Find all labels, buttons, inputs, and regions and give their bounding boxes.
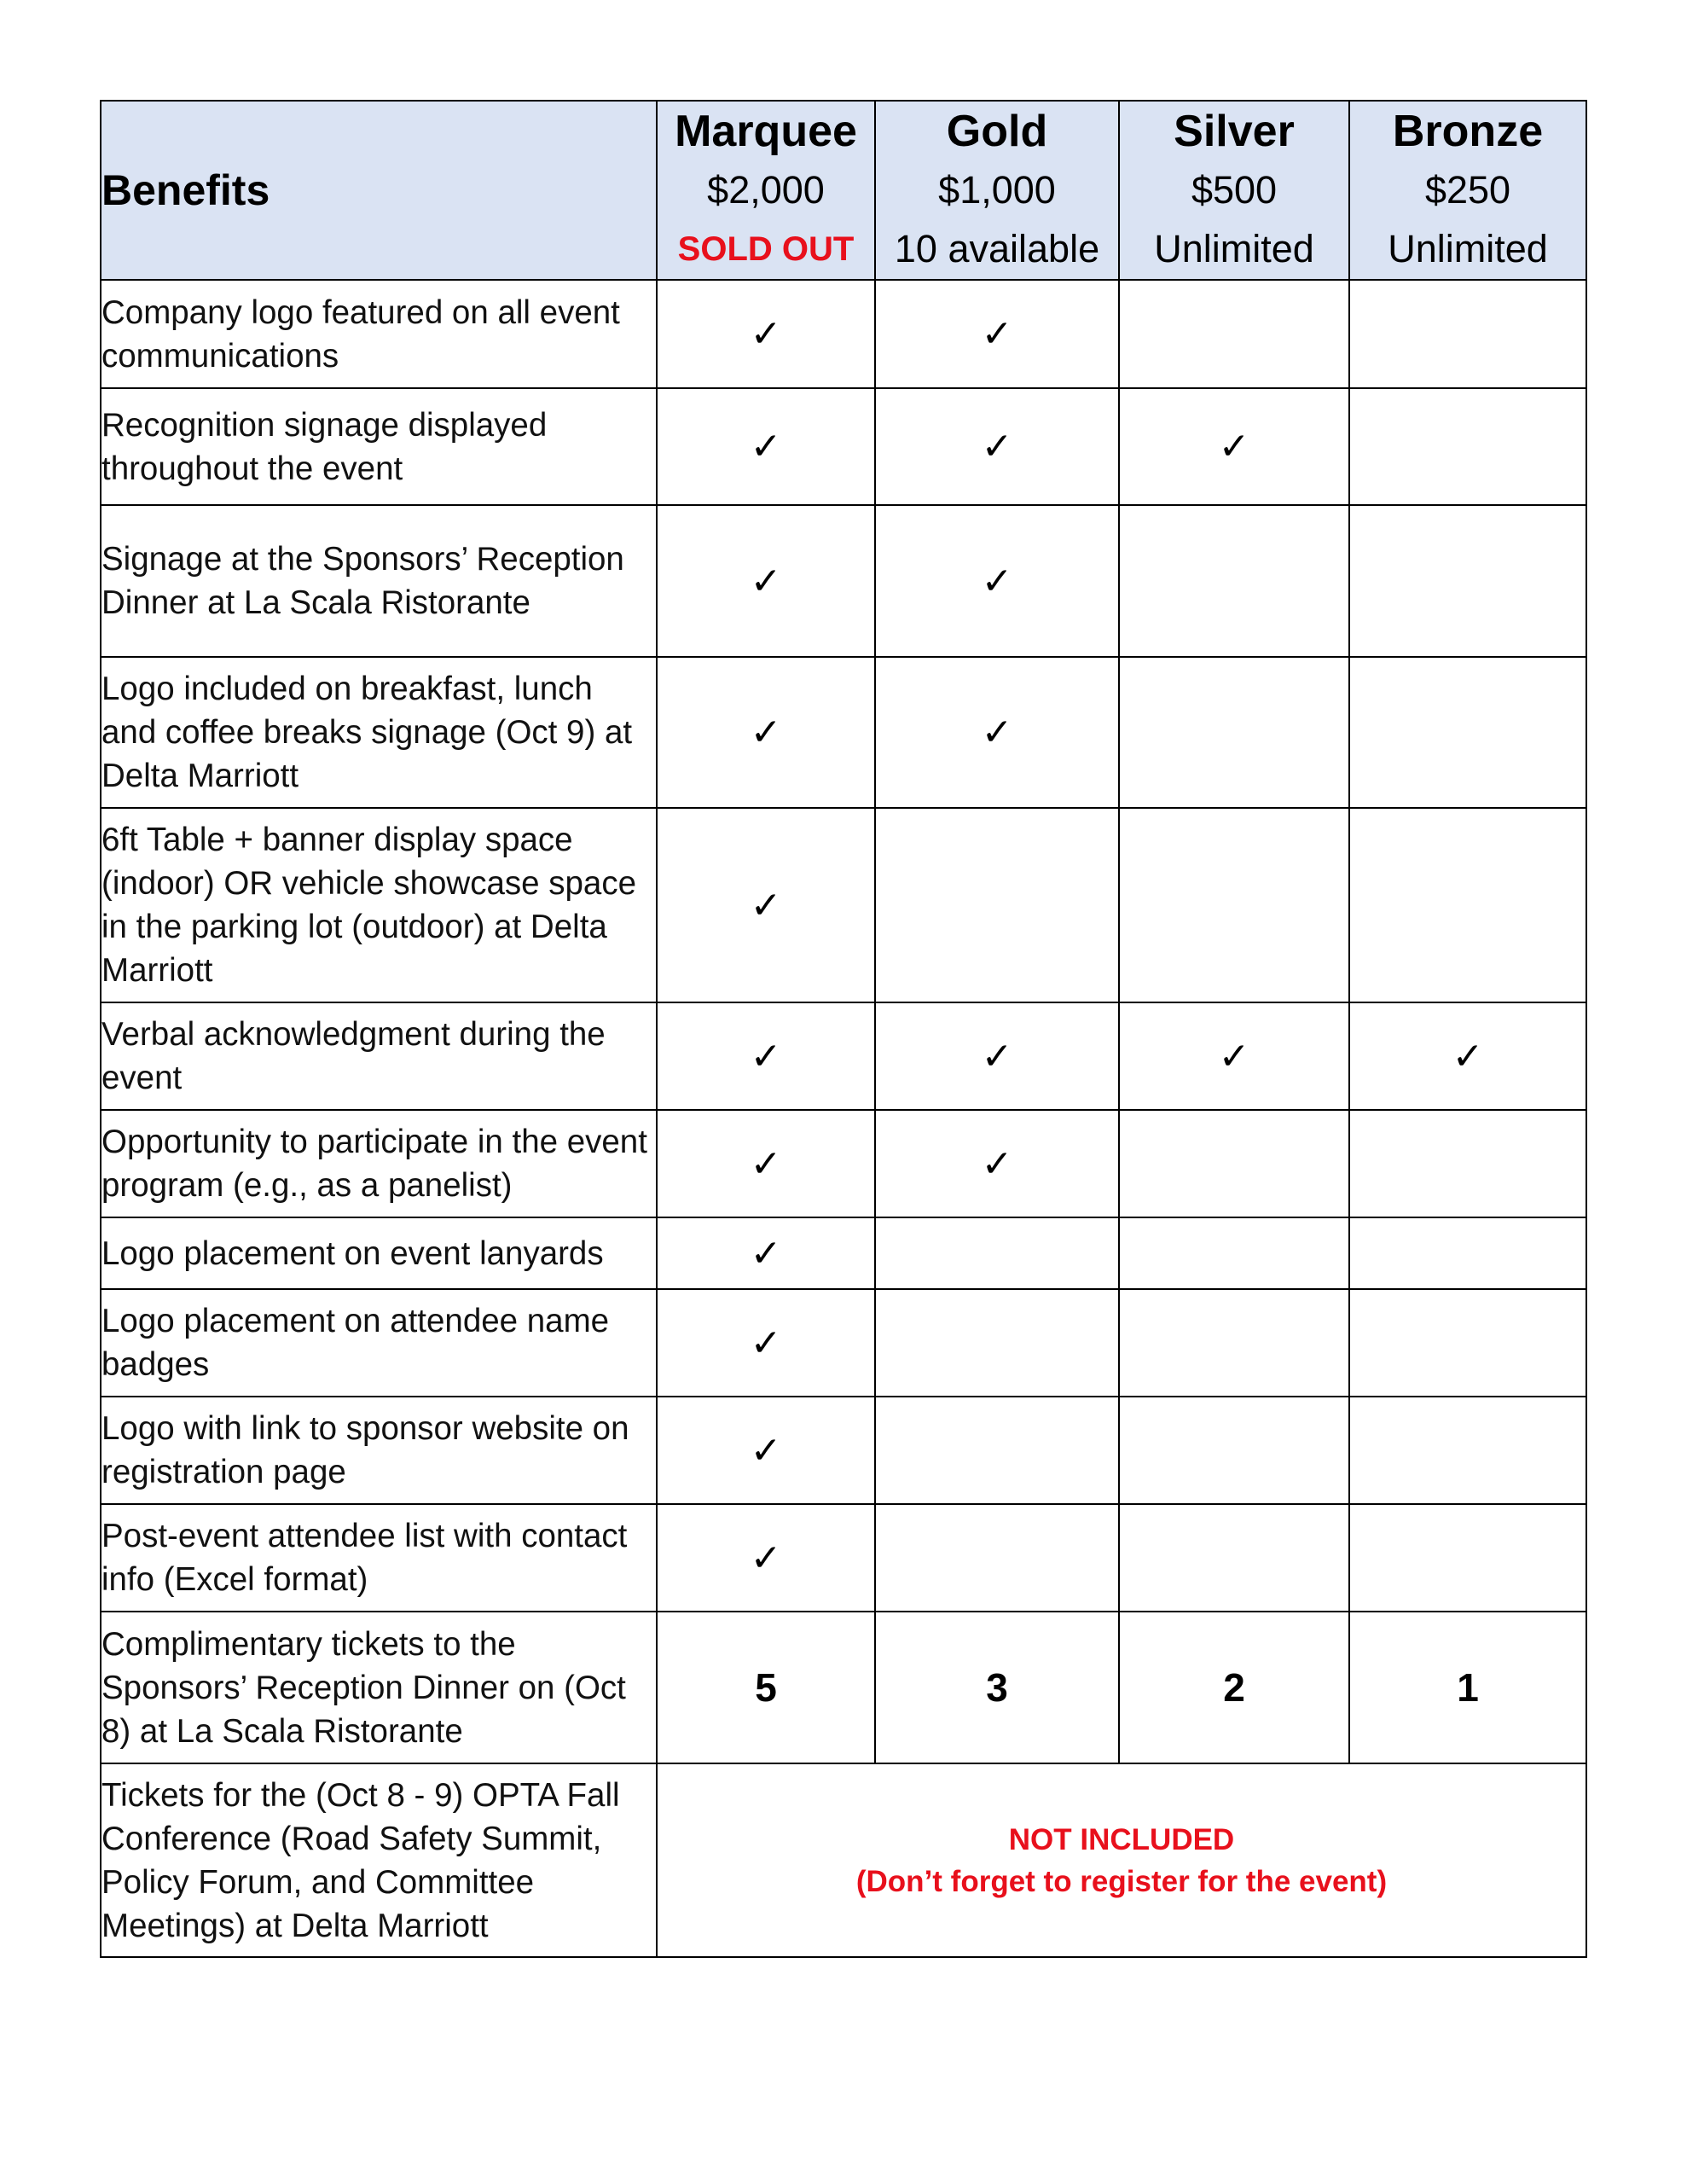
empty-cell <box>875 1397 1119 1504</box>
check-icon: ✓ <box>657 1289 875 1397</box>
check-icon: ✓ <box>875 280 1119 388</box>
empty-cell <box>1349 280 1586 388</box>
tier-name: Bronze <box>1392 107 1544 156</box>
check-icon: ✓ <box>657 280 875 388</box>
benefit-row <box>101 1217 1586 1289</box>
empty-cell <box>1349 388 1586 505</box>
tier-name: Silver <box>1174 107 1295 156</box>
benefit-label: Post-event attendee list with contact info (Excel format) <box>101 1504 657 1612</box>
benefit-label: Logo included on breakfast, lunch and coffee breaks signage (Oct 9) at Delta Marriott <box>101 657 657 808</box>
benefit-label: Logo with link to sponsor website on registration page <box>101 1397 657 1504</box>
empty-cell <box>1349 1110 1586 1217</box>
benefit-label: Recognition signage displayed throughout the event <box>101 388 657 505</box>
benefit-row <box>101 505 1586 657</box>
benefit-row <box>101 657 1586 808</box>
tier-availability-sold-out: SOLD OUT <box>677 230 855 268</box>
check-icon: ✓ <box>875 1110 1119 1217</box>
empty-cell <box>1119 808 1349 1002</box>
benefit-label: Verbal acknowledgment during the event <box>101 1002 657 1110</box>
empty-cell <box>1119 1110 1349 1217</box>
ticket-count: 2 <box>1119 1612 1349 1763</box>
tier-header-gold <box>875 101 1119 280</box>
benefit-label: Logo placement on attendee name badges <box>101 1289 657 1397</box>
tier-price: $250 <box>1424 168 1511 212</box>
tier-availability: Unlimited <box>1388 227 1548 270</box>
empty-cell <box>875 1217 1119 1289</box>
empty-cell <box>1119 1504 1349 1612</box>
empty-cell <box>1349 1217 1586 1289</box>
empty-cell <box>875 1504 1119 1612</box>
benefit-label: Logo placement on event lanyards <box>101 1217 657 1289</box>
empty-cell <box>1119 1397 1349 1504</box>
benefit-label: Company logo featured on all event communications <box>101 280 657 388</box>
tier-availability: 10 available <box>894 227 1100 270</box>
check-icon: ✓ <box>657 388 875 505</box>
empty-cell <box>1119 1217 1349 1289</box>
benefit-row <box>101 1002 1586 1110</box>
empty-cell <box>1349 1289 1586 1397</box>
check-icon: ✓ <box>875 505 1119 657</box>
benefit-row <box>101 1397 1586 1504</box>
benefit-row <box>101 808 1586 1002</box>
tier-price: $500 <box>1191 168 1278 212</box>
check-icon: ✓ <box>1119 388 1349 505</box>
benefit-row <box>101 1110 1586 1217</box>
tier-price: $2,000 <box>707 168 825 212</box>
empty-cell <box>1349 1397 1586 1504</box>
tier-header-silver <box>1119 101 1349 280</box>
header-row <box>101 101 1586 280</box>
check-icon: ✓ <box>657 1002 875 1110</box>
benefit-row-conference-tickets <box>101 1763 1586 1957</box>
tier-header-bronze <box>1349 101 1586 280</box>
tier-name: Gold <box>946 107 1048 156</box>
check-icon: ✓ <box>657 1397 875 1504</box>
ticket-count: 1 <box>1349 1612 1586 1763</box>
register-reminder: (Don’t forget to register for the event) <box>855 1864 1388 1898</box>
tier-price: $1,000 <box>938 168 1056 212</box>
benefit-label: Signage at the Sponsors’ Reception Dinner at La Scala Ristorante <box>101 505 657 657</box>
empty-cell <box>1119 1289 1349 1397</box>
benefit-row <box>101 1289 1586 1397</box>
ticket-count: 3 <box>875 1612 1119 1763</box>
ticket-count: 5 <box>657 1612 875 1763</box>
empty-cell <box>1349 657 1586 808</box>
benefit-label: Opportunity to participate in the event program (e.g., as a panelist) <box>101 1110 657 1217</box>
check-icon: ✓ <box>657 1217 875 1289</box>
check-icon: ✓ <box>657 1504 875 1612</box>
benefit-label: 6ft Table + banner display space (indoor) OR vehicle showcase space in the parking lot (outdoor) at Delta Marriott <box>101 808 657 1002</box>
empty-cell <box>1349 1504 1586 1612</box>
tier-availability: Unlimited <box>1154 227 1314 270</box>
benefit-row <box>101 1612 1586 1763</box>
benefit-row <box>101 388 1586 505</box>
benefit-row <box>101 1504 1586 1612</box>
benefit-label: Tickets for the (Oct 8 - 9) OPTA Fall Conference (Road Safety Summit, Policy Forum, and Committee Meetings) at Delta Marriott <box>101 1763 657 1957</box>
check-icon: ✓ <box>875 1002 1119 1110</box>
empty-cell <box>1349 505 1586 657</box>
empty-cell <box>1119 505 1349 657</box>
empty-cell <box>1349 808 1586 1002</box>
tier-name: Marquee <box>675 107 857 156</box>
check-icon: ✓ <box>657 657 875 808</box>
empty-cell <box>875 1289 1119 1397</box>
check-icon: ✓ <box>875 388 1119 505</box>
check-icon: ✓ <box>1349 1002 1586 1110</box>
empty-cell <box>1119 280 1349 388</box>
tier-header-marquee <box>657 101 875 280</box>
check-icon: ✓ <box>875 657 1119 808</box>
sponsorship-benefits-table <box>100 100 1587 1958</box>
check-icon: ✓ <box>1119 1002 1349 1110</box>
check-icon: ✓ <box>657 505 875 657</box>
empty-cell <box>875 808 1119 1002</box>
empty-cell <box>1119 657 1349 808</box>
check-icon: ✓ <box>657 808 875 1002</box>
check-icon: ✓ <box>657 1110 875 1217</box>
benefit-label: Complimentary tickets to the Sponsors’ Reception Dinner on (Oct 8) at La Scala Ristorante <box>101 1612 657 1763</box>
benefits-column-header: Benefits <box>101 101 657 280</box>
not-included-label: NOT INCLUDED <box>1008 1822 1235 1856</box>
not-included-note <box>657 1763 1586 1957</box>
benefit-row <box>101 280 1586 388</box>
